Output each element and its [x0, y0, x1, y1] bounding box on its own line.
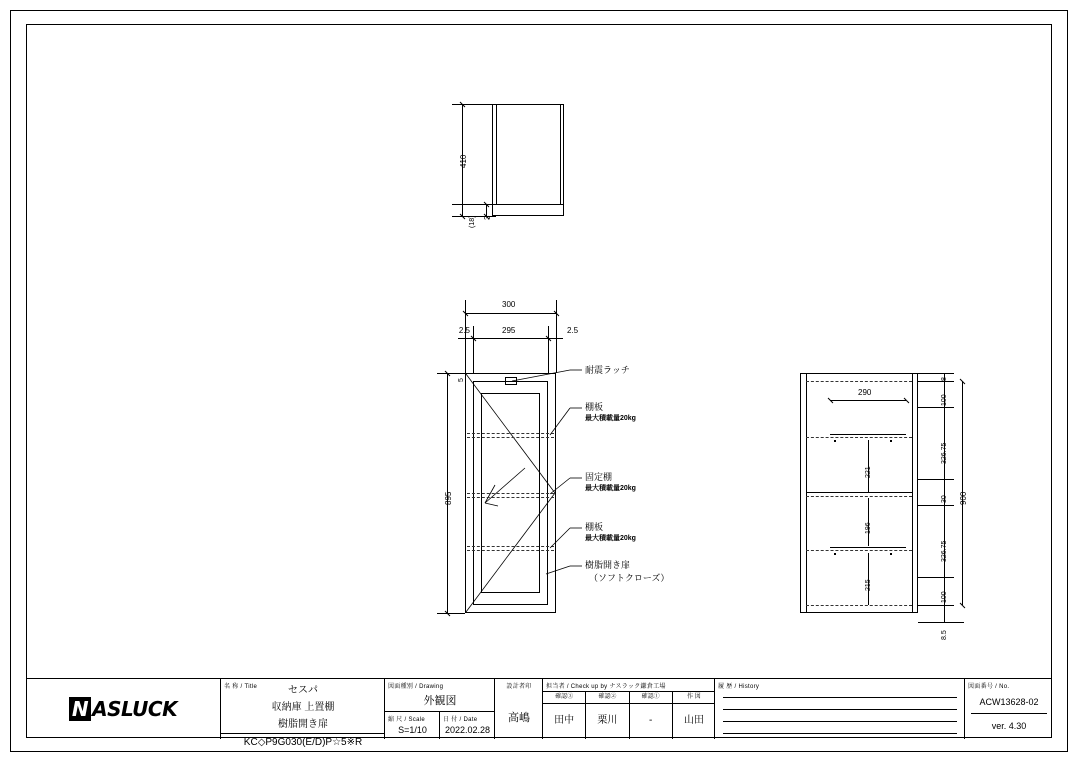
side-dim-221: 221 [865, 466, 872, 478]
designer-cell [494, 679, 542, 739]
top-view-door-panel [492, 204, 564, 216]
side-view-pin-3 [834, 553, 836, 555]
title-block [26, 678, 1052, 748]
title-line-1: セスパ [288, 685, 318, 696]
callout-shelf-lower: 棚板 [585, 522, 604, 532]
front-dim-25r-line [548, 338, 563, 339]
number-cell [964, 679, 1052, 739]
side-ext-1 [918, 373, 954, 374]
history-label: 履 歴 / History [718, 684, 760, 690]
callout-shelf-upper-load: 最大積載量20kg [585, 415, 636, 422]
number-label: 図面番号 / No. [968, 684, 1010, 690]
side-view-pin-4 [890, 553, 892, 555]
callout-fixed-shelf: 固定棚 [585, 472, 613, 482]
company-logo [26, 679, 220, 739]
side-dim-196: 196 [865, 522, 872, 534]
side-view-back-line [806, 373, 807, 613]
drawing-type-cell [384, 679, 494, 711]
side-ext-2 [918, 381, 954, 382]
side-view-fixed-shelf-dash [806, 496, 912, 497]
title-line-3: 樹脂開き扉 [278, 719, 328, 730]
side-dim-32675-upper: 326.75 [941, 442, 948, 464]
scale-cell [384, 711, 439, 739]
callout-shelf-lower-load: 最大積載量20kg [585, 535, 636, 542]
side-view-pin-2 [890, 440, 892, 442]
checkup-col-draw: 作 図 [687, 694, 701, 700]
checkup-val-2: 栗川 [586, 702, 629, 739]
front-dim-295-line [473, 338, 548, 339]
version-value: ver. 4.30 [991, 721, 1027, 731]
side-view-pin-1 [834, 440, 836, 442]
side-ext-6 [918, 577, 954, 578]
drawing-value: 外観図 [423, 695, 457, 707]
front-dim-25-left: 2.5 [458, 326, 470, 335]
top-view-ext-mid [452, 204, 496, 205]
scale-label: 縮 尺 / Scale [388, 717, 425, 723]
designer-label: 設計者印 [506, 684, 532, 690]
side-view-top-dash [806, 381, 912, 382]
checkup-cell [542, 679, 714, 739]
title-label: 名 称 / Title [224, 684, 258, 690]
date-cell [439, 711, 494, 739]
title-cell [220, 679, 384, 748]
checkup-col-2: 確認② [586, 692, 629, 703]
callout-door: 樹脂開き扉 [585, 560, 631, 570]
checkup-val-1: - [630, 702, 673, 739]
side-view-front-line [912, 373, 913, 613]
checkup-val-draw: 山田 [683, 715, 704, 726]
side-view-shelf-lower-dash [806, 550, 912, 551]
side-dim-290: 290 [858, 388, 872, 397]
callout-shelf-upper: 棚板 [585, 402, 604, 412]
number-value: ACW13628-02 [979, 697, 1039, 707]
checkup-col-1: 確認① [630, 692, 673, 703]
title-model-code: KC◇P9G030(E/D)P☆5※R [221, 733, 385, 748]
side-dim-290-line [830, 400, 906, 401]
side-dim-100-bottom: 100 [941, 591, 948, 603]
front-dim-300-line [465, 313, 556, 314]
side-dim-30: 30 [941, 495, 948, 503]
history-cell [714, 679, 964, 739]
front-ext-panel-left [473, 326, 474, 373]
front-dim-295: 295 [502, 326, 516, 335]
top-view-inner-line [496, 104, 497, 204]
top-view-dim-410: 410 [459, 154, 468, 168]
front-ext-h-bottom [437, 613, 465, 614]
logo-text: ASLUCK [92, 697, 178, 721]
side-ext-4 [918, 479, 954, 480]
scale-value: S=1/10 [398, 725, 427, 735]
side-dim-215: 215 [865, 579, 872, 591]
side-view-bottom-dash [806, 605, 912, 606]
side-view-shelf-upper-dash [806, 437, 912, 438]
top-view-ext-top [452, 104, 496, 105]
side-dim-900: 900 [959, 491, 968, 505]
title-line-2: 収納庫 上置棚 [271, 702, 335, 713]
front-dim-5: 5 [458, 378, 465, 382]
front-dim-895: 895 [444, 491, 453, 505]
side-view-outline [800, 373, 918, 613]
callout-latch: 耐震ラッチ [585, 365, 630, 375]
front-dim-25-right: 2.5 [567, 326, 579, 335]
side-ext-5 [918, 505, 954, 506]
top-view-body [492, 104, 564, 216]
front-ext-h-top [437, 373, 465, 374]
side-ext-8 [918, 622, 964, 623]
side-view-shelf-lower [830, 547, 906, 548]
checkup-val-3: 田中 [543, 702, 586, 739]
top-view-dim-3: 3 [483, 215, 492, 220]
front-dim-25l-line [458, 338, 473, 339]
callout-fixed-shelf-load: 最大積載量20kg [585, 485, 636, 492]
date-value: 2022.02.28 [444, 725, 491, 735]
callout-door-sub: （ソフトクローズ） [589, 573, 670, 583]
designer-value: 高嶋 [508, 712, 530, 724]
checkup-col-3: 確認③ [543, 692, 586, 703]
side-view-shelf-upper [830, 434, 906, 435]
logo-initial: N [69, 697, 91, 721]
side-dim-8: 8 [941, 377, 948, 381]
top-view-inner-line-right [560, 104, 561, 204]
side-ext-7 [918, 605, 954, 606]
side-ext-3 [918, 407, 954, 408]
drawing-label: 図面種別 / Drawing [388, 684, 444, 690]
top-view-dim-18: (18) [469, 215, 476, 228]
checkup-label: 担当者 / Check up by ナスラック鎌倉工場 [546, 684, 666, 690]
date-label: 日 付 / Date [443, 717, 478, 723]
side-view-fixed-shelf [806, 492, 912, 493]
front-ext-left [465, 300, 466, 373]
side-dim-32675-lower: 326.75 [941, 540, 948, 562]
side-dim-85: 8.5 [941, 630, 948, 640]
side-dim-100-top: 100 [941, 394, 948, 406]
front-dim-300: 300 [502, 300, 516, 309]
